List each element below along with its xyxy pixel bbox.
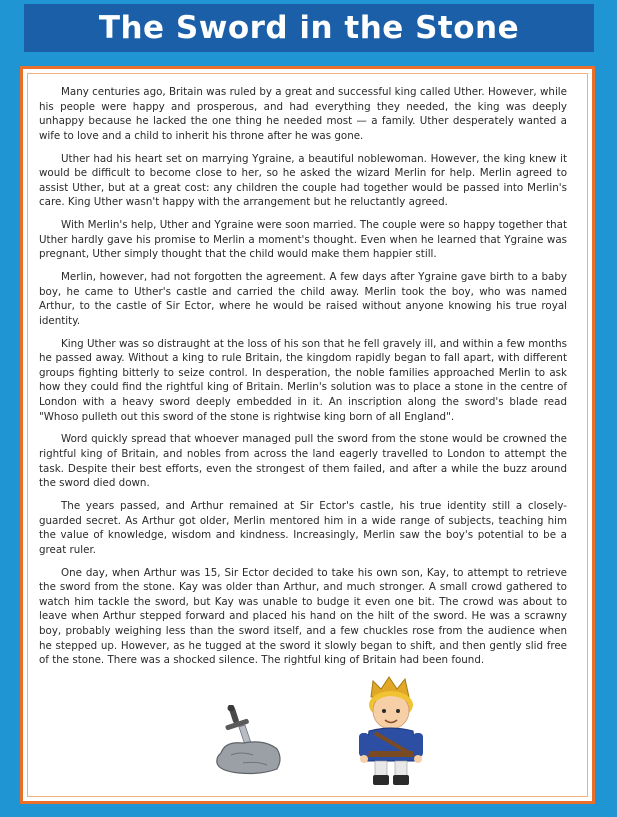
- page-title: The Sword in the Stone: [98, 10, 520, 46]
- sword-in-stone-illustration: [213, 705, 285, 775]
- paragraph-5: King Uther was so distraught at the loss of his son that he fell gravely ill, and within a few months he passed away. Without a king to rule Britain, the kingdom rapidly began to fall apart, with different groups fighting bitterly to seize control. In desperation, the noble families approached Merlin to ask how they could find the rightful king of Britain. Merlin's solution was to place a stone in the centre of London with a heavy sword deeply embedded in it. An inscription along the sword's blade read "Whoso pulleth out this sword of the stone is rightwise king born of all England".: [39, 337, 567, 423]
- story-frame: [20, 66, 595, 804]
- paragraph-2: Uther had his heart set on marrying Ygraine, a beautiful noblewoman. However, the king knew it would be difficult to become close to her, so he asked the wizard Merlin for help. Merlin agreed to assist Uther, but at a great cost: any children the couple had together would be passed into Merlin's care. King Uther wasn't happy with the arrangement but he reluctantly agreed.: [39, 152, 567, 209]
- paragraph-3: With Merlin's help, Uther and Ygraine were soon married. The couple were so happy together that Uther hardly gave his promise to Merlin a moment's thought. Even when he learned that Ygraine was pregnant, Uther simply thought that the child would make them happier still.: [39, 219, 567, 261]
- paragraph-1: Many centuries ago, Britain was ruled by a great and successful king called Uther. However, while his people were happy and prosperous, and had everything they needed, the king was deeply unhappy because he lacked the one thing he needed most — a family. Uther desperately wanted a wife to love and a child to inherit his throne after he was gone.: [39, 86, 567, 142]
- king-arthur-illustration: [353, 675, 437, 787]
- title-banner: [24, 4, 594, 52]
- paragraph-7: The years passed, and Arthur remained at Sir Ector's castle, his true identity still a closely-guarded secret. As Arthur got older, Merlin mentored him in a wide range of subjects, teaching him the value of knowledge, wisdom and kindness. Increasingly, Merlin saw the boy's potential to be a great ruler.: [39, 499, 567, 556]
- paragraph-8: One day, when Arthur was 15, Sir Ector decided to take his own son, Kay, to attempt to retrieve the sword from the stone. Kay was older than Arthur, and much stronger. A small crowd gathered to watch him tackle the sword, but Kay was unable to budge it even one bit. The crowd was about to leave when Arthur stepped forward and placed his hand on the hilt of the sword. He was a scrawny boy, probably weighing less than the sword itself, and a few chuckles rose from the audience when he stepped up. However, as he tugged at the sword it slowly began to shift, and then gently slid free of the stone. There was a shocked silence. The rightful king of Britain had been found.: [39, 566, 567, 667]
- paragraph-6: Word quickly spread that whoever managed pull the sword from the stone would be crowned the rightful king of Britain, and nobles from across the land eagerly travelled to London to attempt the task. Despite their best efforts, even the strongest of them failed, and after a while the buzz around the sword died down.: [39, 433, 567, 490]
- paragraph-4: Merlin, however, had not forgotten the agreement. A few days after Ygraine gave birth to a baby boy, he came to Uther's castle and carried the child away. Merlin took the boy, who was named Arthur, to the castle of Sir Ector, where he would be raised without anyone knowing his true royal identity.: [39, 271, 567, 327]
- story-text: [39, 85, 567, 676]
